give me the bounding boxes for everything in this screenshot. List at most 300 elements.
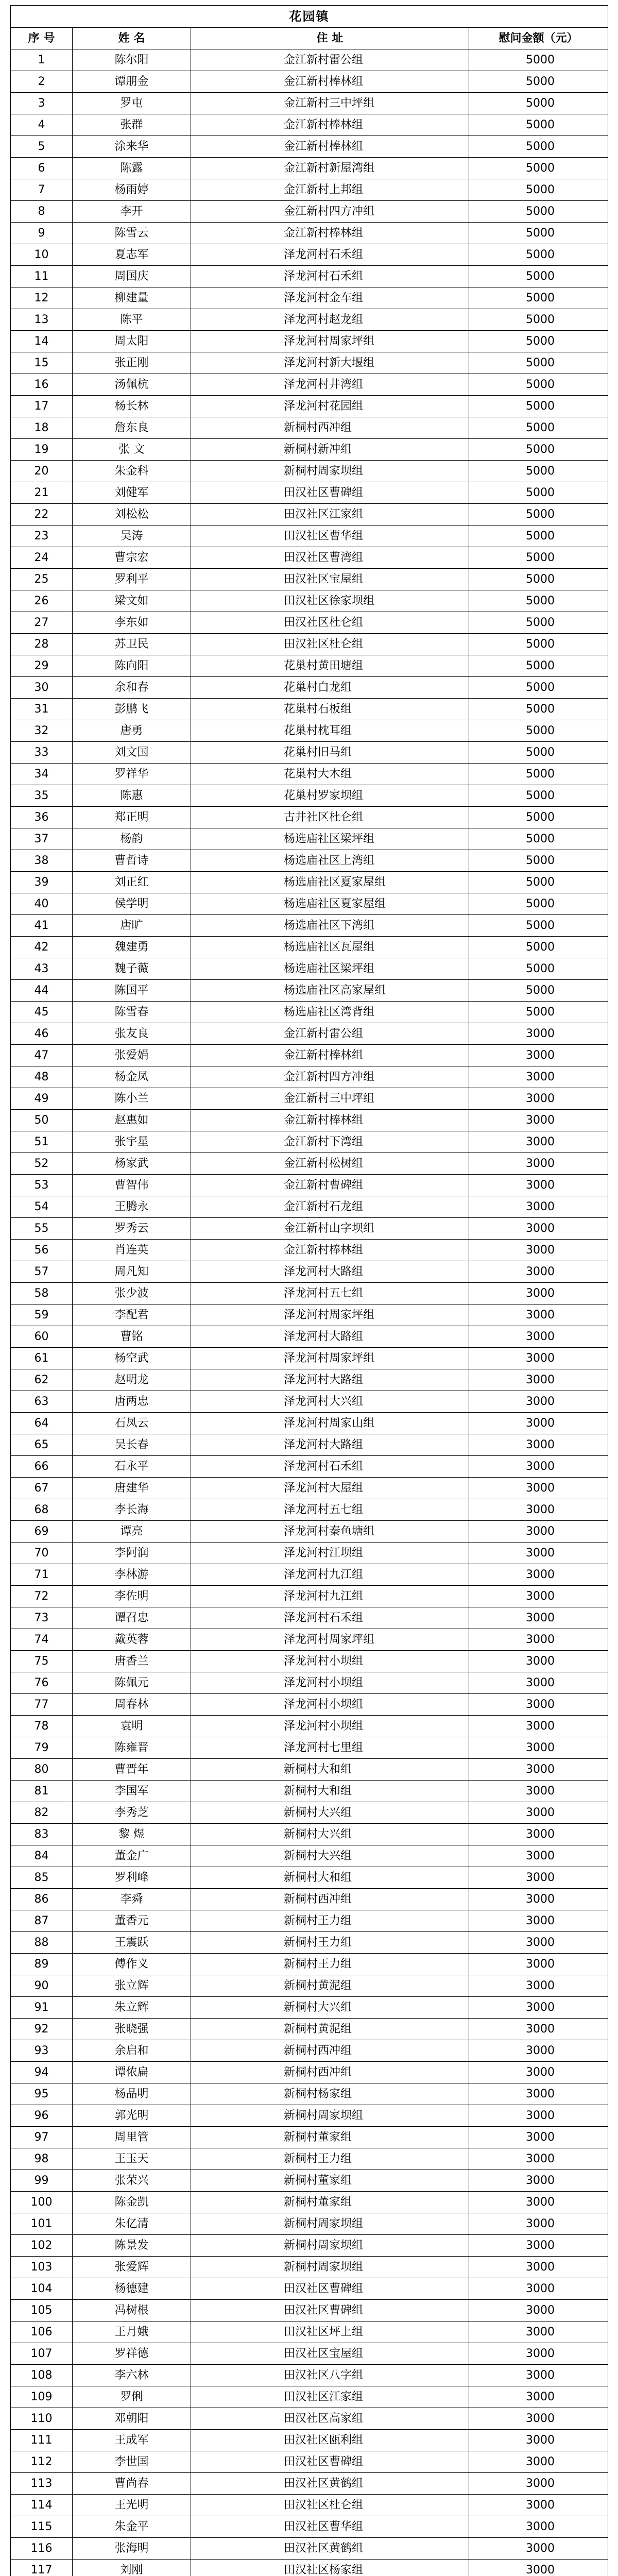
cell-name: 谭亮: [73, 1521, 191, 1543]
cell-seq: 57: [11, 1261, 73, 1283]
cell-address: 泽龙河村金车组: [191, 287, 469, 309]
cell-seq: 56: [11, 1240, 73, 1261]
cell-name: 张荣兴: [73, 2170, 191, 2192]
cell-name: 董金广: [73, 1845, 191, 1867]
cell-name: 朱亿清: [73, 2213, 191, 2235]
cell-seq: 47: [11, 1045, 73, 1066]
cell-name: 唐两忠: [73, 1391, 191, 1413]
cell-name: 唐旷: [73, 915, 191, 937]
table-row: [11, 2019, 608, 2040]
cell-amount: 5000: [469, 828, 608, 850]
cell-amount: 3000: [469, 1543, 608, 1564]
cell-address: 泽龙河村周家坪组: [191, 1629, 469, 1651]
cell-address: 泽龙河村石禾组: [191, 1607, 469, 1629]
table-row: [11, 2560, 608, 2576]
cell-name: 朱立辉: [73, 1997, 191, 2019]
cell-name: 杨德建: [73, 2278, 191, 2300]
cell-seq: 58: [11, 1283, 73, 1304]
cell-amount: 3000: [469, 1218, 608, 1240]
cell-name: 李舜: [73, 1889, 191, 1910]
cell-seq: 95: [11, 2083, 73, 2105]
cell-amount: 5000: [469, 223, 608, 244]
cell-name: 肖连英: [73, 1240, 191, 1261]
cell-amount: 3000: [469, 1521, 608, 1543]
cell-address: 新桐村杨家组: [191, 2083, 469, 2105]
table-row: [11, 699, 608, 720]
cell-amount: 3000: [469, 1326, 608, 1348]
table-row: [11, 1651, 608, 1672]
cell-seq: 23: [11, 526, 73, 547]
cell-name: 李阿润: [73, 1543, 191, 1564]
cell-amount: 3000: [469, 1997, 608, 2019]
cell-amount: 5000: [469, 980, 608, 1002]
cell-amount: 3000: [469, 2408, 608, 2430]
cell-seq: 44: [11, 980, 73, 1002]
table-row: [11, 136, 608, 158]
cell-seq: 94: [11, 2062, 73, 2083]
table-row: [11, 937, 608, 958]
table-row: [11, 179, 608, 201]
table-row: [11, 1716, 608, 1737]
header-seq: 序 号: [11, 28, 73, 49]
cell-seq: 13: [11, 309, 73, 331]
cell-name: 周里管: [73, 2127, 191, 2148]
cell-address: 新桐村董家组: [191, 2192, 469, 2213]
cell-address: 泽龙河村小坝组: [191, 1716, 469, 1737]
cell-seq: 8: [11, 201, 73, 223]
cell-address: 田汉社区曹碑组: [191, 2300, 469, 2321]
cell-name: 朱金平: [73, 2516, 191, 2538]
cell-seq: 65: [11, 1434, 73, 1456]
table-row: [11, 1629, 608, 1651]
cell-amount: 5000: [469, 244, 608, 266]
cell-amount: 3000: [469, 1023, 608, 1045]
cell-seq: 29: [11, 655, 73, 677]
roster-body: [11, 49, 608, 2576]
cell-address: 田汉社区曹碑组: [191, 482, 469, 504]
table-row: [11, 547, 608, 569]
table-row: [11, 396, 608, 417]
table-row: [11, 1304, 608, 1326]
cell-name: 李国军: [73, 1781, 191, 1802]
cell-address: 泽龙河村九江组: [191, 1564, 469, 1586]
cell-seq: 51: [11, 1131, 73, 1153]
table-row: [11, 807, 608, 828]
cell-amount: 5000: [469, 201, 608, 223]
cell-name: 张立辉: [73, 1975, 191, 1997]
table-row: [11, 980, 608, 1002]
cell-amount: 3000: [469, 2148, 608, 2170]
cell-address: 花巢村罗家坝组: [191, 785, 469, 807]
table-row: [11, 2213, 608, 2235]
table-row: [11, 1910, 608, 1932]
cell-address: 新桐村大和组: [191, 1759, 469, 1781]
cell-amount: 3000: [469, 1932, 608, 1954]
cell-amount: 3000: [469, 2019, 608, 2040]
cell-name: 吴长春: [73, 1434, 191, 1456]
cell-amount: 5000: [469, 266, 608, 287]
cell-seq: 87: [11, 1910, 73, 1932]
cell-amount: 3000: [469, 1889, 608, 1910]
cell-address: 金江新村上邦组: [191, 179, 469, 201]
cell-address: 泽龙河村周家坪组: [191, 331, 469, 352]
cell-amount: 5000: [469, 699, 608, 720]
cell-name: 张宇星: [73, 1131, 191, 1153]
table-row: [11, 1218, 608, 1240]
cell-amount: 3000: [469, 2278, 608, 2300]
table-row: [11, 720, 608, 742]
cell-name: 陈平: [73, 309, 191, 331]
cell-amount: 3000: [469, 1781, 608, 1802]
table-row: [11, 2192, 608, 2213]
cell-amount: 3000: [469, 2300, 608, 2321]
cell-amount: 3000: [469, 1131, 608, 1153]
cell-name: 罗祥华: [73, 764, 191, 785]
cell-address: 田汉社区江家组: [191, 504, 469, 526]
table-row: [11, 1434, 608, 1456]
header-address: 住 址: [191, 28, 469, 49]
cell-address: 泽龙河村石禾组: [191, 1456, 469, 1478]
cell-amount: 3000: [469, 2321, 608, 2343]
cell-name: 陈雪云: [73, 223, 191, 244]
cell-seq: 49: [11, 1088, 73, 1110]
cell-seq: 82: [11, 1802, 73, 1824]
table-row: [11, 266, 608, 287]
table-row: [11, 439, 608, 461]
cell-address: 泽龙河村大屋组: [191, 1478, 469, 1499]
cell-name: 刘松松: [73, 504, 191, 526]
cell-seq: 91: [11, 1997, 73, 2019]
table-row: [11, 1478, 608, 1499]
cell-address: 泽龙河村秦鱼塘组: [191, 1521, 469, 1543]
cell-name: 陈小兰: [73, 1088, 191, 1110]
cell-seq: 78: [11, 1716, 73, 1737]
cell-amount: 3000: [469, 2451, 608, 2473]
cell-amount: 5000: [469, 287, 608, 309]
cell-name: 曹哲诗: [73, 850, 191, 872]
cell-amount: 5000: [469, 893, 608, 915]
cell-name: 张正刚: [73, 352, 191, 374]
cell-seq: 111: [11, 2430, 73, 2451]
cell-amount: 3000: [469, 1196, 608, 1218]
cell-amount: 3000: [469, 2192, 608, 2213]
table-row: [11, 2343, 608, 2365]
cell-name: 曹宗宏: [73, 547, 191, 569]
cell-address: 金江新村雷公组: [191, 1023, 469, 1045]
cell-amount: 3000: [469, 2213, 608, 2235]
cell-name: 李配君: [73, 1304, 191, 1326]
cell-name: 苏卫民: [73, 634, 191, 655]
cell-amount: 5000: [469, 915, 608, 937]
header-row: [11, 28, 608, 49]
cell-address: 杨选庙社区梁坪组: [191, 828, 469, 850]
table-row: [11, 612, 608, 634]
table-row: [11, 2127, 608, 2148]
cell-name: 李开: [73, 201, 191, 223]
table-row: [11, 1672, 608, 1694]
cell-name: 赵惠如: [73, 1110, 191, 1131]
cell-name: 曹晋年: [73, 1759, 191, 1781]
cell-address: 金江新村三中坪组: [191, 93, 469, 114]
cell-address: 新桐村西冲组: [191, 417, 469, 439]
cell-name: 夏志军: [73, 244, 191, 266]
cell-amount: 3000: [469, 1954, 608, 1975]
cell-seq: 85: [11, 1867, 73, 1889]
cell-amount: 3000: [469, 1478, 608, 1499]
cell-seq: 112: [11, 2451, 73, 2473]
cell-seq: 18: [11, 417, 73, 439]
cell-seq: 67: [11, 1478, 73, 1499]
table-row: [11, 287, 608, 309]
cell-seq: 21: [11, 482, 73, 504]
cell-address: 杨选庙社区湾背组: [191, 1002, 469, 1023]
cell-name: 傅作义: [73, 1954, 191, 1975]
cell-seq: 96: [11, 2105, 73, 2127]
cell-address: 田汉社区杜仑组: [191, 2495, 469, 2516]
cell-seq: 59: [11, 1304, 73, 1326]
cell-address: 泽龙河村周家坪组: [191, 1348, 469, 1369]
cell-amount: 5000: [469, 179, 608, 201]
cell-amount: 5000: [469, 417, 608, 439]
cell-address: 田汉社区曹碑组: [191, 2278, 469, 2300]
cell-amount: 3000: [469, 2235, 608, 2257]
cell-amount: 5000: [469, 807, 608, 828]
cell-amount: 3000: [469, 1283, 608, 1304]
table-row: [11, 915, 608, 937]
cell-amount: 3000: [469, 1629, 608, 1651]
cell-name: 郑正明: [73, 807, 191, 828]
cell-name: 陈向阳: [73, 655, 191, 677]
cell-address: 新桐村西冲组: [191, 1889, 469, 1910]
cell-seq: 98: [11, 2148, 73, 2170]
table-row: [11, 569, 608, 590]
cell-amount: 3000: [469, 1391, 608, 1413]
cell-seq: 20: [11, 461, 73, 482]
cell-address: 泽龙河村赵龙组: [191, 309, 469, 331]
cell-amount: 3000: [469, 1066, 608, 1088]
cell-seq: 39: [11, 872, 73, 893]
cell-address: 金江新村三中坪组: [191, 1088, 469, 1110]
cell-address: 新桐村西冲组: [191, 2040, 469, 2062]
cell-name: 冯树根: [73, 2300, 191, 2321]
table-row: [11, 2148, 608, 2170]
cell-amount: 3000: [469, 2062, 608, 2083]
cell-name: 陈雪春: [73, 1002, 191, 1023]
cell-name: 周春林: [73, 1694, 191, 1716]
cell-seq: 5: [11, 136, 73, 158]
cell-amount: 3000: [469, 1867, 608, 1889]
cell-amount: 3000: [469, 1110, 608, 1131]
cell-name: 罗秀云: [73, 1218, 191, 1240]
cell-seq: 33: [11, 742, 73, 764]
cell-seq: 15: [11, 352, 73, 374]
cell-seq: 37: [11, 828, 73, 850]
cell-address: 金江新村棒林组: [191, 1045, 469, 1066]
cell-address: 田汉社区江家组: [191, 2386, 469, 2408]
cell-seq: 86: [11, 1889, 73, 1910]
cell-name: 魏建勇: [73, 937, 191, 958]
cell-amount: 3000: [469, 2560, 608, 2576]
cell-seq: 99: [11, 2170, 73, 2192]
cell-amount: 5000: [469, 634, 608, 655]
table-row: [11, 1889, 608, 1910]
cell-seq: 77: [11, 1694, 73, 1716]
table-row: [11, 526, 608, 547]
cell-amount: 3000: [469, 1910, 608, 1932]
cell-amount: 3000: [469, 1845, 608, 1867]
table-row: [11, 49, 608, 71]
cell-name: 杨空武: [73, 1348, 191, 1369]
cell-amount: 3000: [469, 1694, 608, 1716]
cell-address: 金江新村石龙组: [191, 1196, 469, 1218]
table-row: [11, 1240, 608, 1261]
cell-seq: 116: [11, 2538, 73, 2560]
table-row: [11, 331, 608, 352]
cell-seq: 12: [11, 287, 73, 309]
table-row: [11, 1737, 608, 1759]
table-row: [11, 1283, 608, 1304]
table-row: [11, 417, 608, 439]
cell-address: 田汉社区宝屋组: [191, 2343, 469, 2365]
table-row: [11, 309, 608, 331]
table-row: [11, 2062, 608, 2083]
cell-address: 泽龙河村井湾组: [191, 374, 469, 396]
cell-address: 泽龙河村五七组: [191, 1283, 469, 1304]
cell-amount: 5000: [469, 461, 608, 482]
cell-seq: 100: [11, 2192, 73, 2213]
cell-address: 古井社区杜仑组: [191, 807, 469, 828]
cell-seq: 9: [11, 223, 73, 244]
cell-seq: 35: [11, 785, 73, 807]
cell-name: 陈惠: [73, 785, 191, 807]
table-row: [11, 2495, 608, 2516]
cell-seq: 76: [11, 1672, 73, 1694]
cell-name: 李六林: [73, 2365, 191, 2386]
table-row: [11, 374, 608, 396]
cell-name: 陈尔阳: [73, 49, 191, 71]
cell-name: 张群: [73, 114, 191, 136]
cell-name: 李东如: [73, 612, 191, 634]
cell-address: 花巢村旧马组: [191, 742, 469, 764]
table-row: [11, 2257, 608, 2278]
cell-seq: 107: [11, 2343, 73, 2365]
cell-name: 曹智伟: [73, 1175, 191, 1196]
table-row: [11, 1586, 608, 1607]
cell-address: 金江新村山字坝组: [191, 1218, 469, 1240]
cell-address: 新桐村新冲组: [191, 439, 469, 461]
cell-address: 新桐村大兴组: [191, 1997, 469, 2019]
cell-amount: 3000: [469, 2538, 608, 2560]
cell-amount: 5000: [469, 136, 608, 158]
cell-name: 陈金凯: [73, 2192, 191, 2213]
table-row: [11, 504, 608, 526]
cell-name: 詹东良: [73, 417, 191, 439]
cell-address: 杨选庙社区梁坪组: [191, 958, 469, 980]
cell-address: 花巢村白龙组: [191, 677, 469, 699]
cell-amount: 5000: [469, 504, 608, 526]
cell-name: 刘文国: [73, 742, 191, 764]
cell-address: 田汉社区曹湾组: [191, 547, 469, 569]
cell-address: 新桐村王力组: [191, 2148, 469, 2170]
cell-seq: 89: [11, 1954, 73, 1975]
roster-table: [10, 5, 608, 2576]
cell-address: 田汉社区曹华组: [191, 526, 469, 547]
cell-name: 曹尚春: [73, 2473, 191, 2495]
cell-name: 谭侬扁: [73, 2062, 191, 2083]
cell-amount: 3000: [469, 2127, 608, 2148]
table-row: [11, 1824, 608, 1845]
table-row: [11, 201, 608, 223]
cell-amount: 5000: [469, 742, 608, 764]
cell-seq: 16: [11, 374, 73, 396]
cell-seq: 11: [11, 266, 73, 287]
cell-name: 魏子薇: [73, 958, 191, 980]
cell-name: 杨品明: [73, 2083, 191, 2105]
cell-name: 王成军: [73, 2430, 191, 2451]
cell-address: 泽龙河村花园组: [191, 396, 469, 417]
cell-name: 陈雍晋: [73, 1737, 191, 1759]
table-row: [11, 1802, 608, 1824]
cell-name: 陈露: [73, 158, 191, 179]
cell-name: 石凤云: [73, 1413, 191, 1434]
cell-seq: 109: [11, 2386, 73, 2408]
cell-amount: 3000: [469, 2083, 608, 2105]
cell-address: 田汉社区杜仑组: [191, 612, 469, 634]
cell-seq: 103: [11, 2257, 73, 2278]
header-name: 姓 名: [73, 28, 191, 49]
table-row: [11, 785, 608, 807]
cell-amount: 5000: [469, 482, 608, 504]
cell-address: 田汉社区曹华组: [191, 2516, 469, 2538]
cell-address: 田汉社区黄鹤组: [191, 2473, 469, 2495]
cell-seq: 46: [11, 1023, 73, 1045]
cell-amount: 5000: [469, 850, 608, 872]
cell-amount: 3000: [469, 1975, 608, 1997]
table-row: [11, 1196, 608, 1218]
cell-amount: 5000: [469, 720, 608, 742]
cell-address: 金江新村松树组: [191, 1153, 469, 1175]
cell-address: 泽龙河村大路组: [191, 1369, 469, 1391]
cell-seq: 69: [11, 1521, 73, 1543]
cell-name: 张爱娟: [73, 1045, 191, 1066]
cell-amount: 5000: [469, 352, 608, 374]
table-row: [11, 1997, 608, 2019]
cell-seq: 53: [11, 1175, 73, 1196]
cell-seq: 104: [11, 2278, 73, 2300]
cell-amount: 3000: [469, 1759, 608, 1781]
cell-name: 余启和: [73, 2040, 191, 2062]
table-row: [11, 850, 608, 872]
cell-address: 杨选庙社区下湾组: [191, 915, 469, 937]
cell-seq: 115: [11, 2516, 73, 2538]
cell-amount: 5000: [469, 374, 608, 396]
cell-address: 新桐村大兴组: [191, 1802, 469, 1824]
cell-seq: 2: [11, 71, 73, 93]
cell-amount: 5000: [469, 590, 608, 612]
cell-name: 李林游: [73, 1564, 191, 1586]
cell-name: 罗俐: [73, 2386, 191, 2408]
table-row: [11, 2321, 608, 2343]
cell-address: 金江新村新屋湾组: [191, 158, 469, 179]
cell-name: 侯学明: [73, 893, 191, 915]
cell-amount: 3000: [469, 1304, 608, 1326]
header-amount: 慰问金额（元）: [469, 28, 608, 49]
cell-name: 周凡知: [73, 1261, 191, 1283]
cell-name: 张友良: [73, 1023, 191, 1045]
table-row: [11, 958, 608, 980]
cell-seq: 60: [11, 1326, 73, 1348]
table-row: [11, 2235, 608, 2257]
